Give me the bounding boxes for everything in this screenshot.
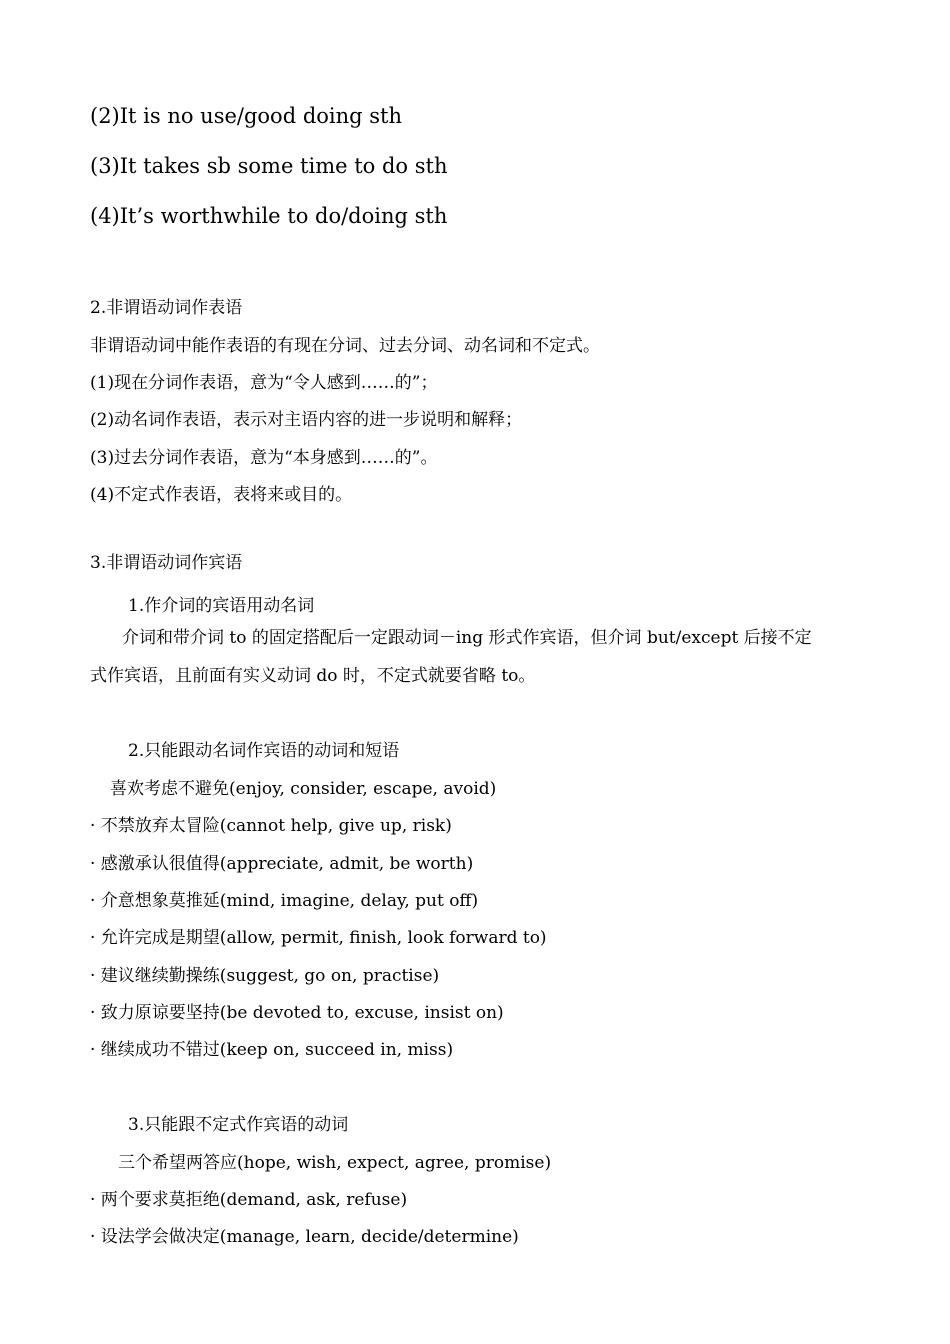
sub1-heading: 1.作介词的宾语用动名词: [128, 596, 315, 616]
sub2-item: · 继续成功不错过(keep on, succeed in, miss): [90, 1040, 454, 1060]
sub2-item: · 不禁放弃太冒险(cannot help, give up, risk): [90, 816, 452, 836]
sub2-first: 喜欢考虑不避免(enjoy, consider, escape, avoid): [110, 779, 497, 799]
sub2-item: · 致力原谅要坚持(be devoted to, excuse, insist on): [90, 1003, 504, 1023]
sub1-para-line1: 介词和带介词 to 的固定搭配后一定跟动词－ing 形式作宾语，但介词 but/except 后接不定: [122, 628, 812, 648]
pattern-2: (2)It is no use/good doing sth: [90, 104, 403, 128]
sub1-para-line2: 式作宾语，且前面有实义动词 do 时，不定式就要省略 to。: [90, 666, 536, 686]
pattern-4: (4)It’s worthwhile to do/doing sth: [90, 204, 448, 228]
sub2-item: · 介意想象莫推延(mind, imagine, delay, put off): [90, 891, 479, 911]
sub3-item: · 设法学会做决定(manage, learn, decide/determine): [90, 1227, 519, 1247]
section2-item-3: (3)过去分词作表语，意为“本身感到……的”。: [90, 448, 438, 468]
section2-item-4: (4)不定式作表语，表将来或目的。: [90, 485, 353, 505]
sub2-heading: 2.只能跟动名词作宾语的动词和短语: [128, 741, 400, 761]
sub3-item: · 两个要求莫拒绝(demand, ask, refuse): [90, 1190, 408, 1210]
section2-heading: 2.非谓语动词作表语: [90, 298, 243, 318]
sub3-first: 三个希望两答应(hope, wish, expect, agree, promise): [118, 1153, 552, 1173]
section2-item-1: (1)现在分词作表语，意为“令人感到……的”；: [90, 373, 438, 393]
section2-intro: 非谓语动词中能作表语的有现在分词、过去分词、动名词和不定式。: [90, 336, 600, 356]
sub2-item: · 感激承认很值得(appreciate, admit, be worth): [90, 854, 474, 874]
sub2-item: · 建议继续勤操练(suggest, go on, practise): [90, 966, 440, 986]
section3-heading: 3.非谓语动词作宾语: [90, 553, 243, 573]
section2-item-2: (2)动名词作表语，表示对主语内容的进一步说明和解释；: [90, 410, 523, 430]
sub2-item: · 允许完成是期望(allow, permit, finish, look forward to): [90, 928, 547, 948]
pattern-3: (3)It takes sb some time to do sth: [90, 154, 448, 178]
sub3-heading: 3.只能跟不定式作宾语的动词: [128, 1115, 349, 1135]
